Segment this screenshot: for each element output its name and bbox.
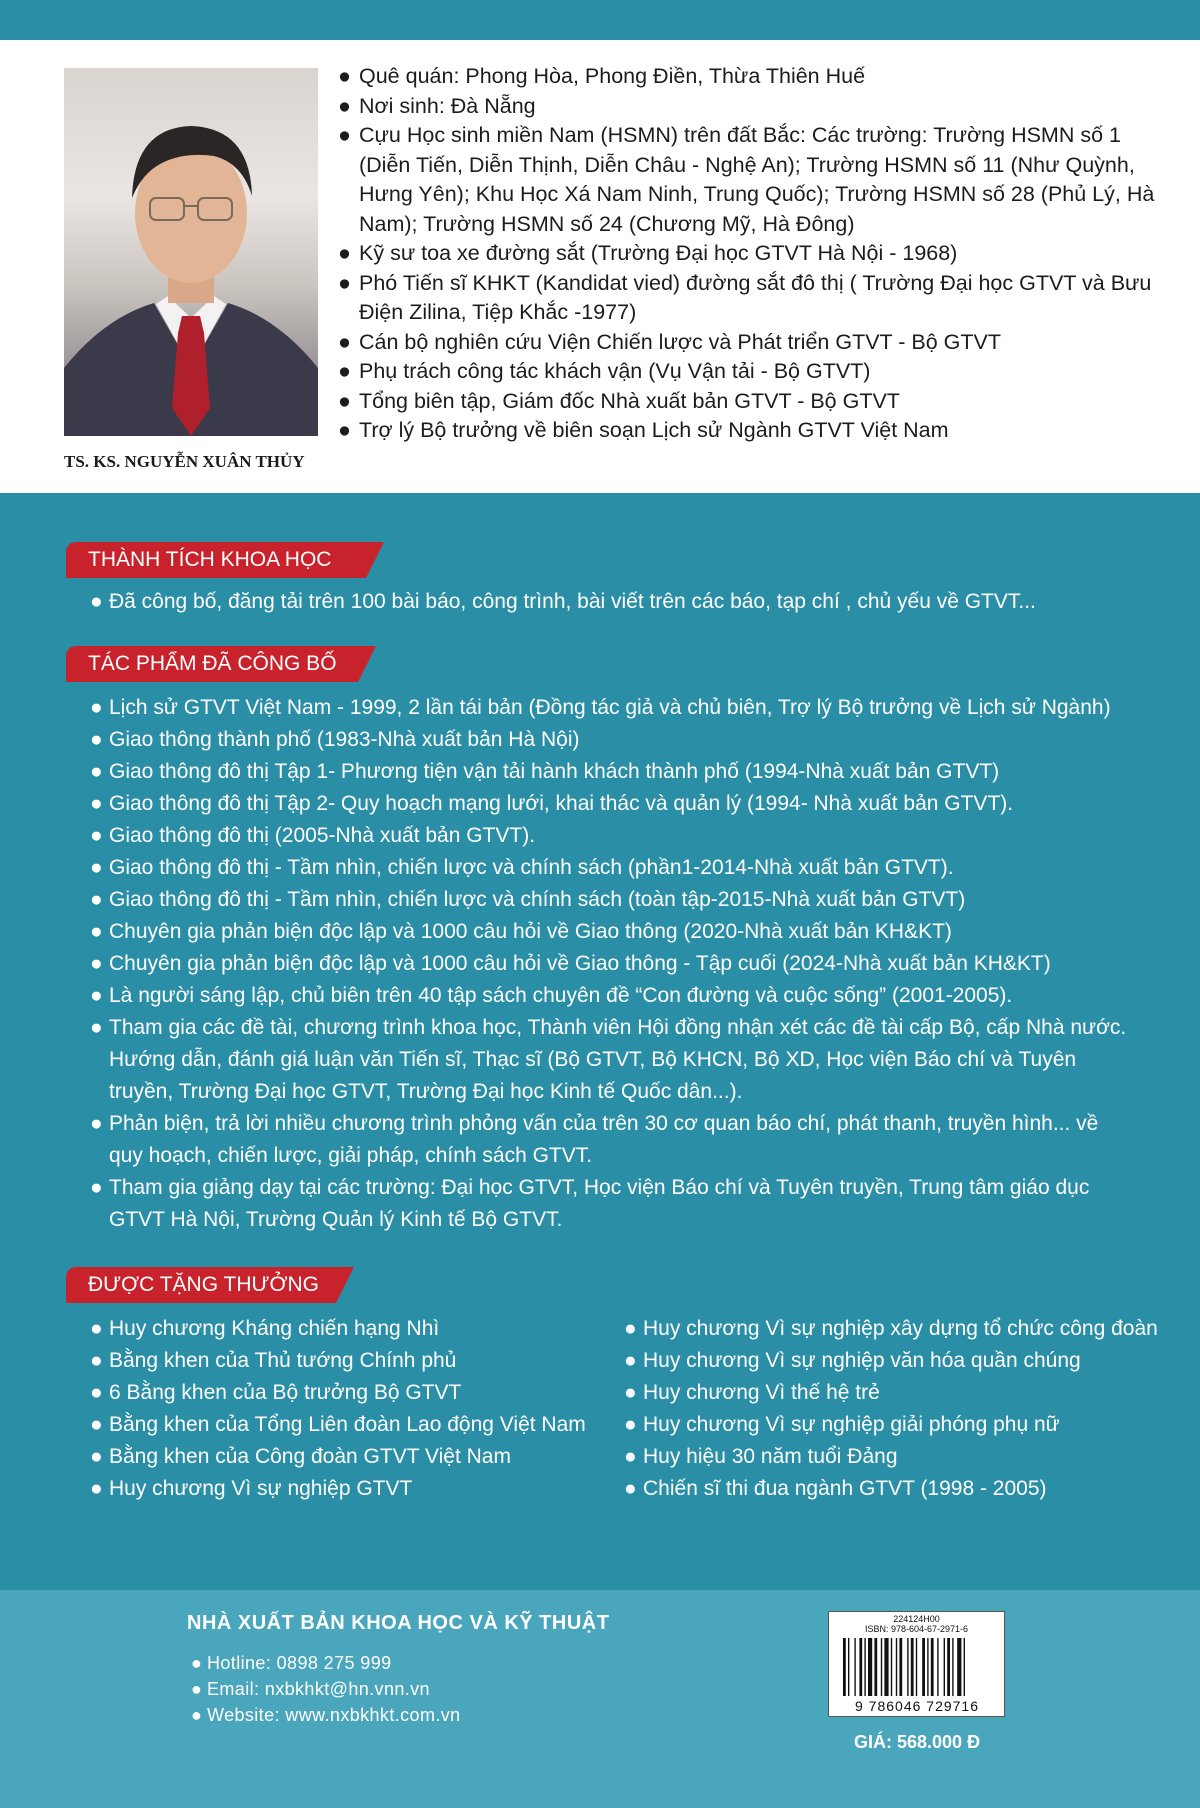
list-item: ● Chuyên gia phản biện độc lập và 1000 câu hỏi về Giao thông (2020-Nhà xuất bản KH&KT): [90, 916, 1135, 948]
bullet-icon: ●: [338, 418, 351, 442]
bullet-icon: ●: [90, 760, 103, 783]
bullet-icon: ●: [90, 984, 103, 1007]
works-list: [90, 692, 1135, 1236]
list-item: ● Huy chương Kháng chiến hạng Nhì: [90, 1313, 620, 1345]
list-item: ● Tham gia giảng dạy tại các trường: Đại học GTVT, Học viện Báo chí và Tuyên truyền, Trung tâm giáo dục GTVT Hà Nội, Trường Quản lý Kinh tế Bộ GTVT.: [90, 1172, 1135, 1236]
bio-item: ● Cán bộ nghiên cứu Viện Chiến lược và Phát triển GTVT - Bộ GTVT: [338, 328, 1158, 358]
top-band: [0, 0, 1200, 40]
bio-item: ● Nơi sinh: Đà Nẵng: [338, 92, 1158, 122]
bullet-icon: ●: [191, 1679, 203, 1699]
list-item: ● Tham gia các đề tài, chương trình khoa học, Thành viên Hội đồng nhận xét các đề tài cấp Bộ, cấp Nhà nước. Hướng dẫn, đánh giá luận văn Tiến sĩ, Thạc sĩ (Bộ GTVT, Bộ KHCN, Bộ XD, Học viện Báo chí và Tuyên truyền, Trường Đại học GTVT, Trường Đại học Kinh tế Quốc dân...).: [90, 1012, 1135, 1108]
bullet-icon: ●: [90, 824, 103, 847]
list-item: ● Đã công bố, đăng tải trên 100 bài báo, công trình, bài viết trên các báo, tạp chí , chủ yếu về GTVT...: [90, 586, 1170, 618]
awards-heading: ĐƯỢC TẶNG THƯỞNG: [66, 1267, 336, 1303]
list-item: ● Giao thông thành phố (1983-Nhà xuất bản Hà Nội): [90, 724, 1135, 756]
bullet-icon: ●: [624, 1445, 637, 1468]
bullet-icon: ●: [90, 728, 103, 751]
hotline: ● Hotline: 0898 275 999: [191, 1650, 461, 1676]
bullet-icon: ●: [338, 329, 351, 354]
isbn-barcode: [828, 1611, 1005, 1717]
list-item: ● Là người sáng lập, chủ biên trên 40 tập sách chuyên đề “Con đường và cuộc sống” (2001-2005).: [90, 980, 1135, 1012]
bullet-icon: ●: [338, 64, 351, 88]
bio-list: [338, 62, 1158, 446]
list-item: ● Bằng khen của Tổng Liên đoàn Lao động Việt Nam: [90, 1409, 620, 1441]
works-heading: TÁC PHẨM ĐÃ CÔNG BỐ: [66, 646, 358, 682]
list-item: ● Giao thông đô thị - Tầm nhìn, chiến lược và chính sách (toàn tập-2015-Nhà xuất bản GTVT): [90, 884, 1135, 916]
bio-item: ● Quê quán: Phong Hòa, Phong Điền, Thừa Thiên Huế: [338, 62, 1158, 92]
achievements-heading: THÀNH TÍCH KHOA HỌC: [66, 542, 366, 578]
list-item: ● Lịch sử GTVT Việt Nam - 1999, 2 lần tái bản (Đồng tác giả và chủ biên, Trợ lý Bộ trưởng về Lịch sử Ngành): [90, 692, 1135, 724]
bullet-icon: ●: [90, 1445, 103, 1468]
bullet-icon: ●: [90, 856, 103, 879]
bullet-icon: ●: [338, 241, 351, 265]
achievements-list: [90, 586, 1170, 618]
bullet-icon: ●: [90, 1413, 103, 1436]
bullet-icon: ●: [624, 1317, 637, 1340]
list-item: ● Bằng khen của Thủ tướng Chính phủ: [90, 1345, 620, 1377]
bullet-icon: ●: [338, 93, 351, 118]
bullet-icon: ●: [90, 888, 103, 911]
list-item: ● Giao thông đô thị Tập 1- Phương tiện vận tải hành khách thành phố (1994-Nhà xuất bản GTVT): [90, 756, 1135, 788]
bullet-icon: ●: [90, 1477, 103, 1500]
list-item: ● Huy chương Vì thế hệ trẻ: [624, 1377, 1184, 1409]
bullet-icon: ●: [90, 1349, 103, 1372]
list-item: ● Giao thông đô thị - Tầm nhìn, chiến lược và chính sách (phần1-2014-Nhà xuất bản GTVT).: [90, 852, 1135, 884]
list-item: ● Huy chương Vì sự nghiệp văn hóa quần chúng: [624, 1345, 1184, 1377]
bullet-icon: ●: [90, 1381, 103, 1404]
bullet-icon: ●: [624, 1381, 637, 1404]
bullet-icon: ●: [338, 270, 351, 295]
bio-item: ● Phó Tiến sĩ KHKT (Kandidat vied) đường sắt đô thị ( Trường Đại học GTVT và Bưu Điện Zilina, Tiệp Khắc -1977): [338, 270, 1152, 324]
bullet-icon: ●: [90, 1112, 103, 1135]
publisher-footer: [0, 1590, 1200, 1808]
bullet-icon: ●: [90, 1016, 103, 1039]
publisher-contacts: [191, 1650, 461, 1728]
bullet-icon: ●: [338, 359, 351, 383]
list-item: ● Chiến sĩ thi đua ngành GTVT (1998 - 2005): [624, 1473, 1184, 1505]
bullet-icon: ●: [191, 1653, 203, 1673]
bullet-icon: ●: [90, 792, 103, 815]
barcode-digits: 9 786046 729716: [855, 1698, 979, 1714]
list-item: ● 6 Bằng khen của Bộ trưởng Bộ GTVT: [90, 1377, 620, 1409]
bullet-icon: ●: [338, 388, 351, 413]
awards-list-right: [624, 1313, 1184, 1505]
bullet-icon: ●: [90, 952, 103, 975]
bullet-icon: ●: [338, 123, 351, 147]
bullet-icon: ●: [90, 920, 103, 943]
list-item: ● Giao thông đô thị (2005-Nhà xuất bản GTVT).: [90, 820, 1135, 852]
bullet-icon: ●: [90, 590, 103, 613]
bio-item: ● Cựu Học sinh miền Nam (HSMN) trên đất Bắc: Các trường: Trường HSMN số 1 (Diễn Tiến, Diễn Thịnh, Diễn Châu - Nghệ An); Trường HSMN số 11 (Như Quỳnh, Hưng Yên); Khu Học Xá Nam Ninh, Trung Quốc); Trường HSMN số 28 (Phủ Lý, Hà Nam); Trường HSMN số 24 (Chương Mỹ, Hà Đông): [338, 123, 1155, 236]
awards-list-left: [90, 1313, 620, 1505]
list-item: ● Huy chương Vì sự nghiệp giải phóng phụ nữ: [624, 1409, 1184, 1441]
author-caption: TS. KS. NGUYỄN XUÂN THỦY: [64, 452, 305, 471]
list-item: ● Giao thông đô thị Tập 2- Quy hoạch mạng lưới, khai thác và quản lý (1994- Nhà xuất bản GTVT).: [90, 788, 1135, 820]
email: ● Email: nxbkhkt@hn.vnn.vn: [191, 1676, 461, 1702]
bullet-icon: ●: [90, 1176, 103, 1199]
price: GIÁ: 568.000 Đ: [854, 1732, 981, 1752]
list-item: ● Huy chương Vì sự nghiệp GTVT: [90, 1473, 620, 1505]
author-photo: [64, 68, 318, 436]
list-item: ● Chuyên gia phản biện độc lập và 1000 câu hỏi về Giao thông - Tập cuối (2024-Nhà xuất bản KH&KT): [90, 948, 1135, 980]
list-item: ● Bằng khen của Công đoàn GTVT Việt Nam: [90, 1441, 620, 1473]
bio-item: ● Tổng biên tập, Giám đốc Nhà xuất bản GTVT - Bộ GTVT: [338, 387, 1158, 417]
bullet-icon: ●: [624, 1413, 637, 1436]
bullet-icon: ●: [624, 1349, 637, 1372]
bio-item: ● Phụ trách công tác khách vận (Vụ Vận tải - Bộ GTVT): [338, 357, 1158, 387]
publisher-name: NHÀ XUẤT BẢN KHOA HỌC VÀ KỸ THUẬT: [187, 1612, 610, 1634]
bullet-icon: ●: [90, 696, 103, 719]
list-item: ● Huy chương Vì sự nghiệp xây dựng tổ chức công đoàn: [624, 1313, 1184, 1345]
barcode-bars-icon: [843, 1638, 991, 1696]
bullet-icon: ●: [90, 1317, 103, 1340]
website: ● Website: www.nxbkhkt.com.vn: [191, 1702, 461, 1728]
bullet-icon: ●: [624, 1477, 637, 1500]
author-bio-panel: [0, 40, 1200, 493]
list-item: ● Phản biện, trả lời nhiều chương trình phỏng vấn của trên 30 cơ quan báo chí, phát thanh, truyền hình... về quy hoạch, chiến lược, giải pháp, chính sách GTVT.: [90, 1108, 1135, 1172]
bio-item: ● Trợ lý Bộ trưởng về biên soạn Lịch sử Ngành GTVT Việt Nam: [338, 416, 1158, 446]
bio-item: ● Kỹ sư toa xe đường sắt (Trường Đại học GTVT Hà Nội - 1968): [338, 239, 1158, 269]
list-item: ● Huy hiệu 30 năm tuổi Đảng: [624, 1441, 1184, 1473]
bullet-icon: ●: [191, 1705, 203, 1725]
barcode-header: 224124H00 ISBN: 978-604-67-2971-6: [864, 1614, 969, 1634]
